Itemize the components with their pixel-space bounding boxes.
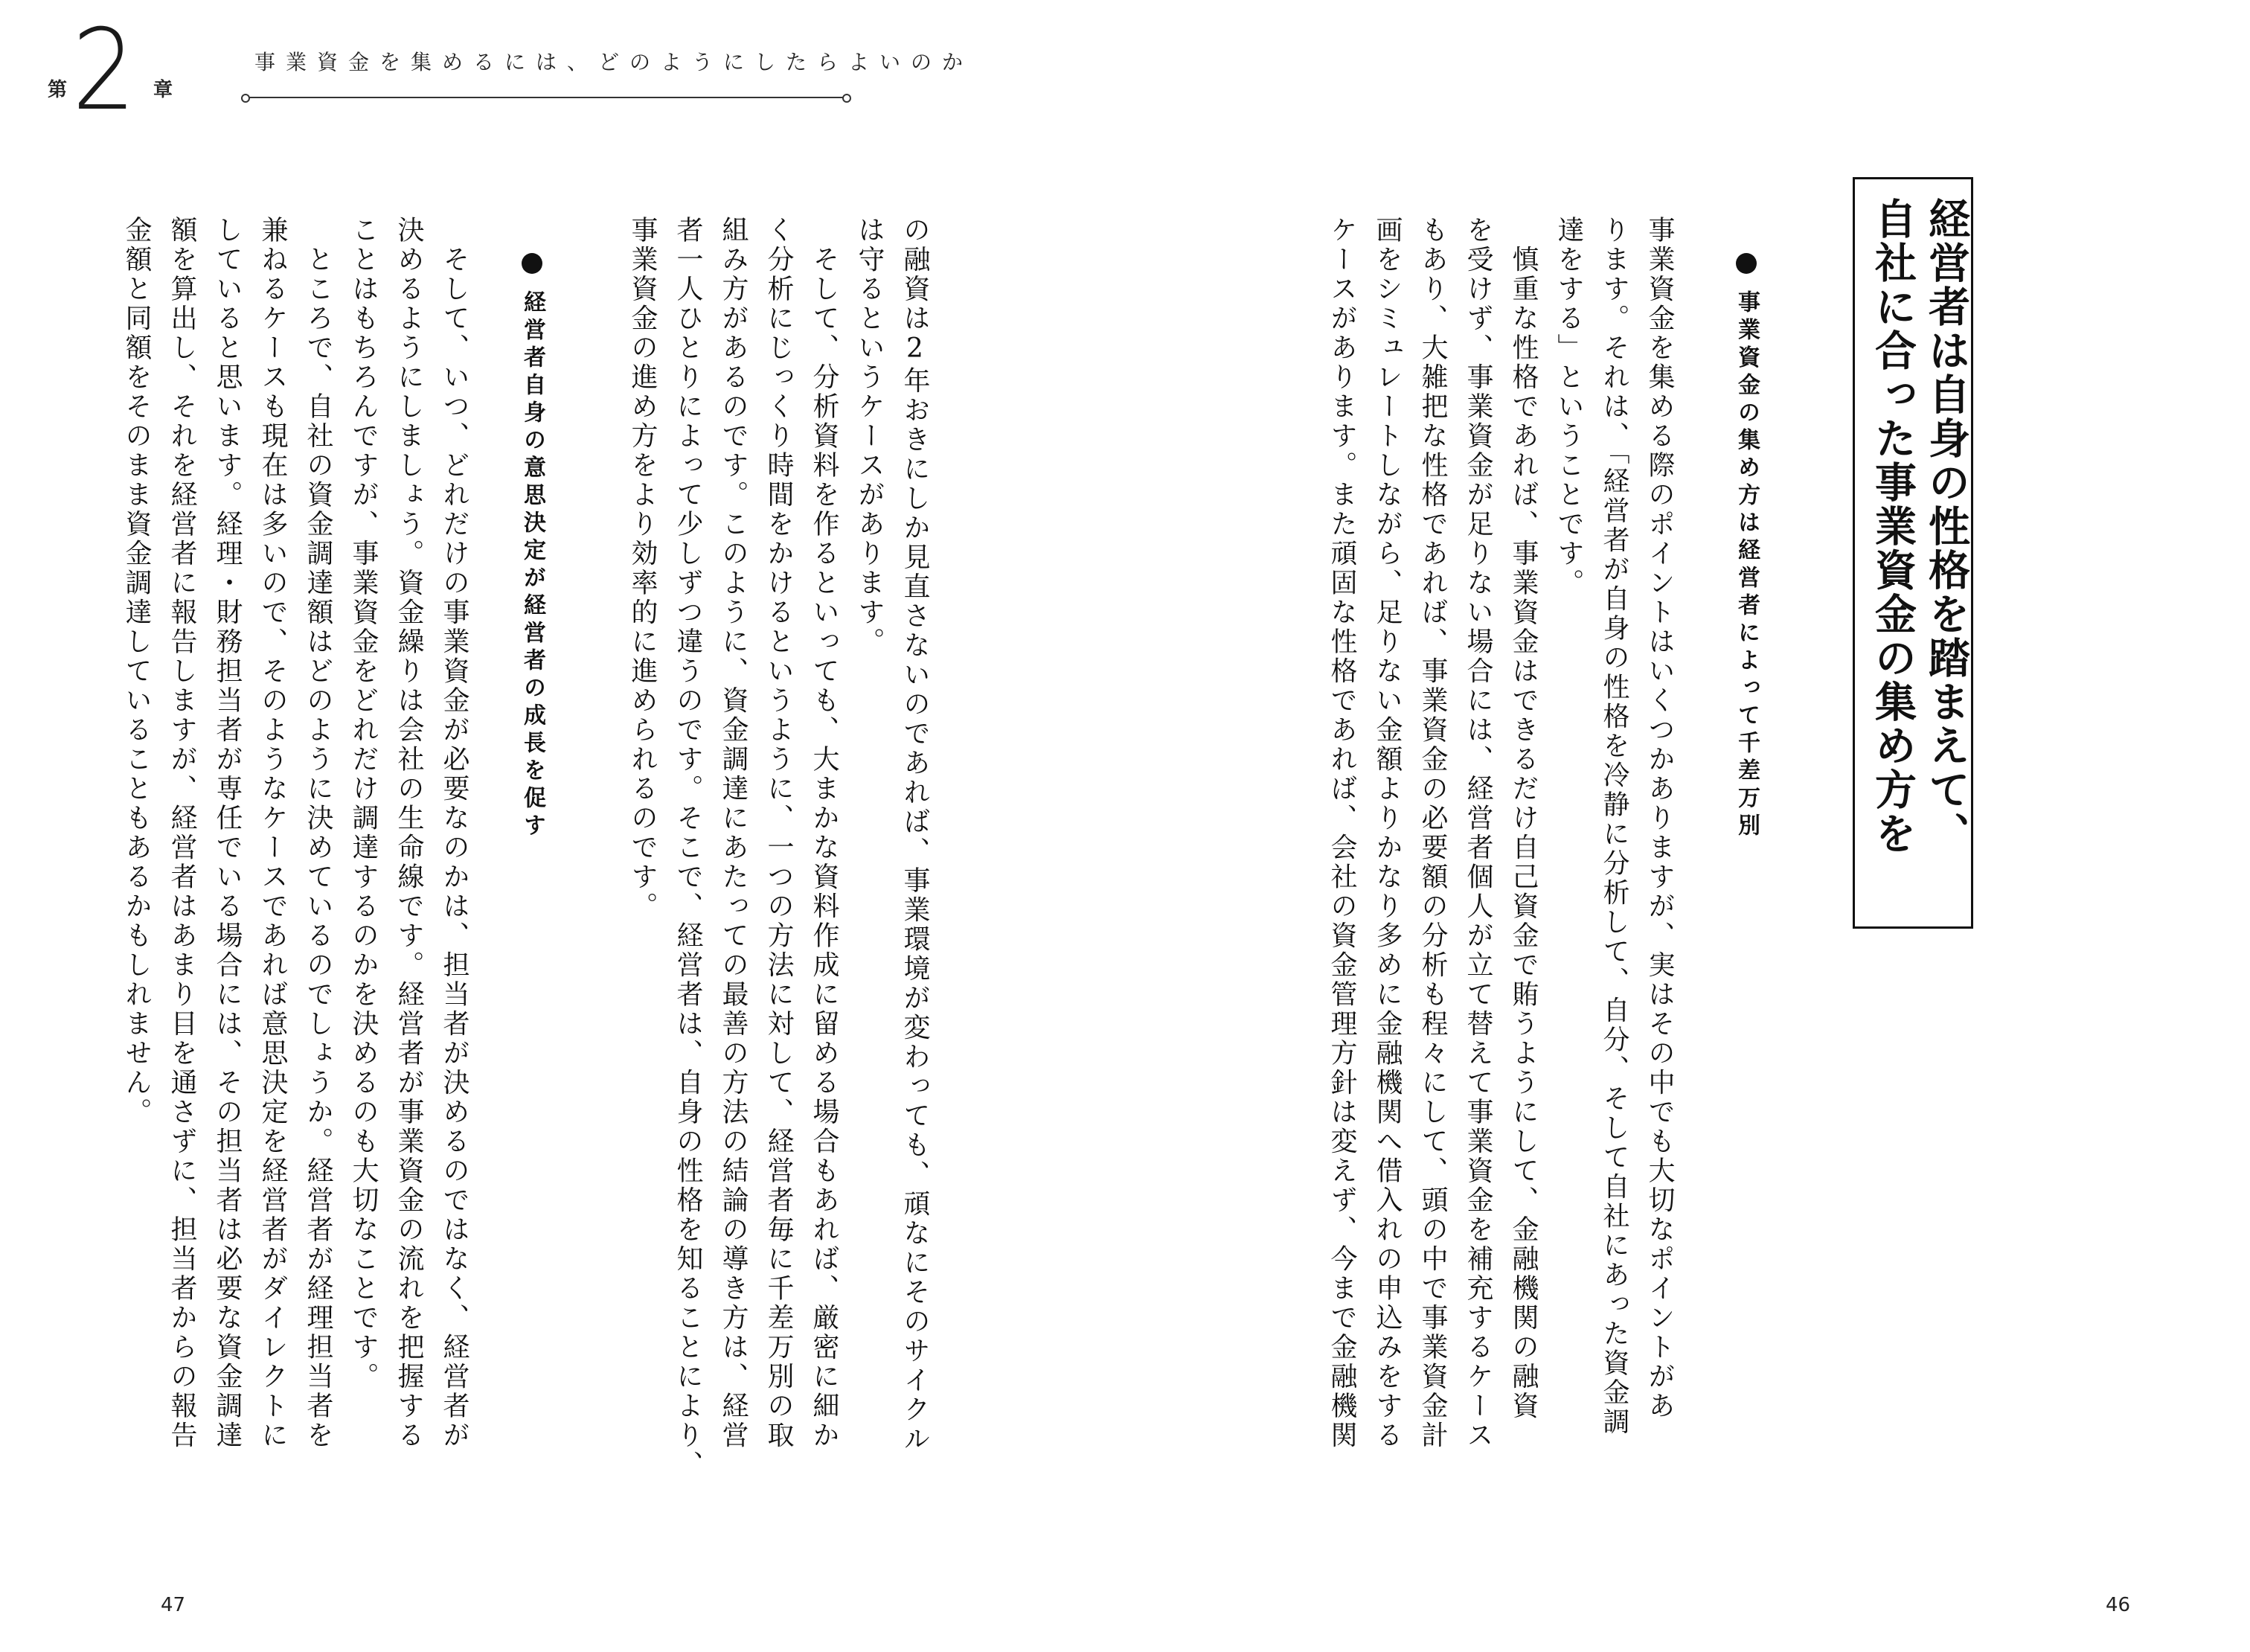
body-line: は守るというケースがあります。 xyxy=(854,216,885,657)
body-line: 慎重な性格であれば、事業資金はできるだけ自己資金で賄うようにして、金融機関の融資 xyxy=(1508,216,1539,1421)
page-number-left: 47 xyxy=(161,1594,186,1616)
body-line: ことはもちろんですが、事業資金をどれだけ調達するのかを決めるのも大切なことです。 xyxy=(348,216,379,1392)
body-line: そして、いつ、どれだけの事業資金が必要なのかは、担当者が決めるのではなく、経営者が xyxy=(439,216,469,1450)
body-line: を受けず、事業資金が足りない場合には、経営者個人が立て替えて事業資金を補充するケース xyxy=(1463,216,1493,1450)
right-page-body xyxy=(1310,216,1673,1518)
bullet-icon xyxy=(522,253,542,274)
body-line: 組み方があるのです。このように、資金調達にあたっての最善の方法の結論の導き方は、経営 xyxy=(718,216,749,1450)
section-heading-box xyxy=(1853,177,1973,929)
body-line: 事業資金の進め方をより効率的に進められるのです。 xyxy=(627,216,658,921)
section-heading-line: 自社に合った事業資金の集め方を xyxy=(1868,197,1917,856)
body-line: 達をする」ということです。 xyxy=(1554,216,1584,598)
body-line: していると思います。経理・財務担当者が専任でいる場合には、その担当者は必要な資金調達 xyxy=(212,216,243,1450)
chapter-title: 事業資金を集めるには、どのようにしたらよいのか xyxy=(254,50,974,74)
body-line: の融資は2年おきにしか見直さないのであれば、事業環境が変わっても、頑なにそのサイクル xyxy=(900,216,930,1454)
body-line: 事業資金を集める際のポイントはいくつかありますが、実はその中でも大切なポイントがあ xyxy=(1644,216,1675,1421)
body-line: 者一人ひとりによって少しずつ違うのです。そこで、経営者は、自身の性格を知ることにより、 xyxy=(673,216,703,1480)
body-line: そして、分析資料を作るといっても、大まかな資料作成に留める場合もあれば、厳密に細か xyxy=(809,216,839,1450)
left-page-body-1 xyxy=(610,216,928,1518)
body-line: もあり、大雑把な性格であれば、事業資金の必要額の分析も程々にして、頭の中で事業資金計 xyxy=(1417,216,1448,1450)
body-line: 画をシミュレートしながら、足りない金額よりかなり多めに金融機関へ借入れの申込みをする xyxy=(1372,216,1403,1450)
body-line: 決めるようにしましょう。資金繰りは会社の生命線です。経営者が事業資金の流れを把握する xyxy=(394,216,424,1450)
section-heading xyxy=(1859,197,1970,912)
subheading-text: 事業資金の集め方は経営者によって千差万別 xyxy=(1734,290,1760,841)
body-line: ところで、自社の資金調達額はどのように決めているのでしょうか。経営者が経理担当者を xyxy=(303,216,333,1450)
chapter-suffix: 章 xyxy=(153,79,173,101)
page-number-right: 46 xyxy=(2106,1594,2131,1616)
body-line: ります。それは、「経営者が自身の性格を冷静に分析して、自分、そして自社にあった資金調 xyxy=(1599,216,1629,1437)
body-line: 額を算出し、それを経営者に報告しますが、経営者はあまり目を通さずに、担当者からの報告 xyxy=(167,216,197,1450)
left-page-body-2 xyxy=(104,216,467,1518)
bullet-icon xyxy=(1736,253,1757,274)
subheading-right xyxy=(1734,253,1760,841)
chapter-prefix: 第 xyxy=(48,79,68,101)
body-line: 金額と同額をそのまま資金調達していることもあるかもしれません。 xyxy=(121,216,152,1127)
subheading-text: 経営者自身の意思決定が経営者の成長を促す xyxy=(519,290,545,841)
subheading-left xyxy=(521,253,543,841)
chapter-number: 2 xyxy=(71,6,136,135)
chapter-divider xyxy=(249,97,844,98)
chapter-header xyxy=(0,0,974,135)
body-line: 兼ねるケースも現在は多いので、そのようなケースであれば意思決定を経営者がダイレクトに xyxy=(257,216,288,1450)
section-heading-line: 経営者は自身の性格を踏まえて、 xyxy=(1922,197,1970,856)
body-line: ケースがあります。また頑固な性格であれば、会社の資金管理方針は変えず、今まで金融機関 xyxy=(1327,216,1357,1450)
body-line: く分析にじっくり時間をかけるというように、一つの方法に対して、経営者毎に千差万別の取 xyxy=(763,216,794,1450)
